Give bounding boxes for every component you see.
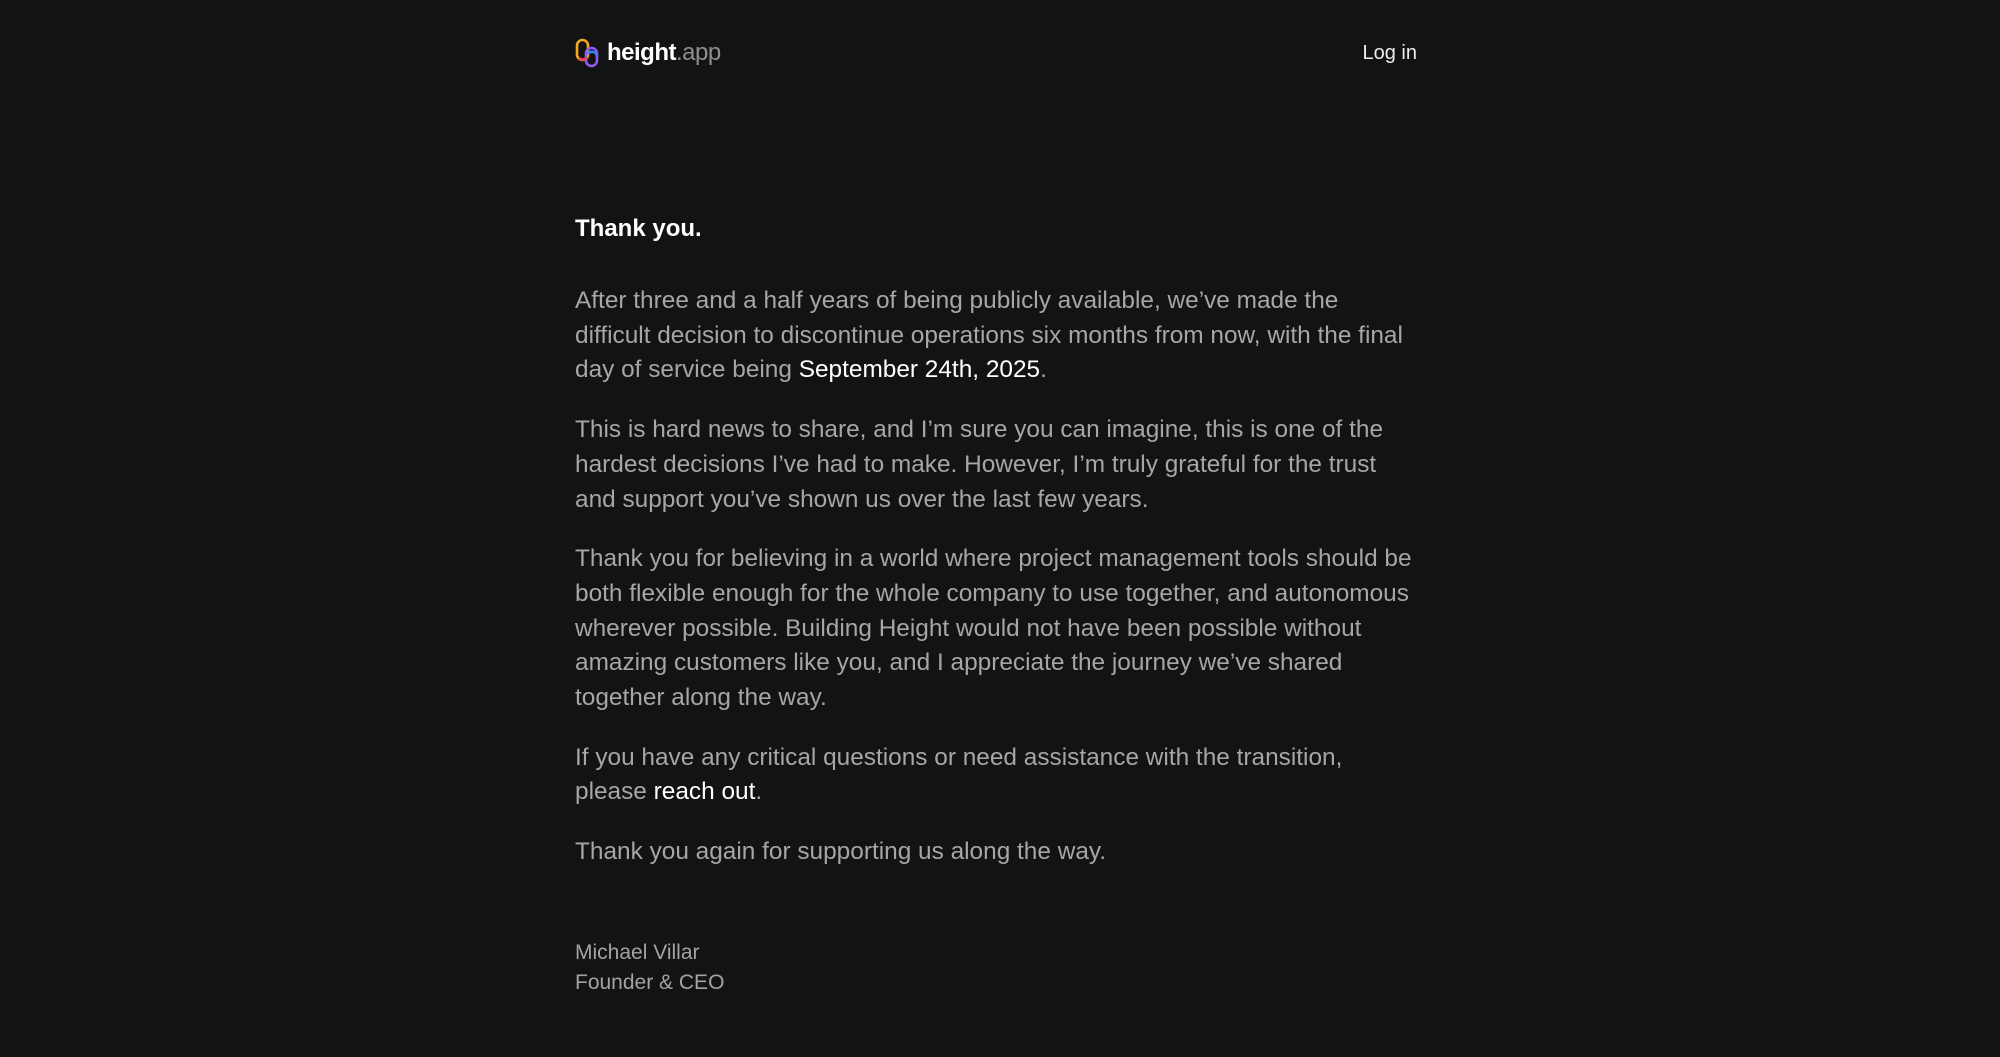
login-link[interactable]: Log in xyxy=(1362,42,1417,64)
page-container xyxy=(575,0,1417,994)
reach-out-link[interactable]: reach out xyxy=(653,778,756,806)
logo[interactable] xyxy=(575,38,721,68)
logo-name: height xyxy=(607,39,676,66)
letter-title: Thank you. xyxy=(575,215,702,242)
p1-text: After three and a half years of being publicly available, we’ve made the difficult decision to discontinue operations six months from now, with the final day of service being xyxy=(575,287,1403,384)
letter xyxy=(575,214,1417,998)
height-logo-icon xyxy=(575,38,601,68)
letter-paragraph-4 xyxy=(575,741,1417,810)
letter-paragraph-5: Thank you again for supporting us along the way. xyxy=(575,838,1107,866)
letter-paragraph-3: Thank you for believing in a world where project management tools should be both flexible enough for the whole company to use together, and autonomous wherever possible. Building Height would not have been possible without amazing customers like you, and I appreciate the journey we’ve shared together along the way. xyxy=(575,545,1412,712)
p4-end: . xyxy=(755,778,763,806)
letter-paragraph-2: This is hard news to share, and I’m sure you can imagine, this is one of the hardest decisions I’ve had to make. However, I’m truly grateful for the trust and support you’ve shown us over the last few years. xyxy=(575,416,1384,513)
letter-paragraph-1 xyxy=(575,284,1417,388)
signature-name: Michael Villar xyxy=(575,940,700,964)
p4-text: If you have any critical questions or need assistance with the transition, please xyxy=(575,743,1343,806)
logo-tld: .app xyxy=(676,39,721,66)
p1-end: . xyxy=(1040,356,1047,384)
shutdown-date: September 24th, 2025 xyxy=(798,356,1041,384)
logo-wordmark xyxy=(607,38,721,68)
header xyxy=(575,0,1417,106)
signature-role: Founder & CEO xyxy=(575,970,725,994)
signature xyxy=(575,938,1417,998)
